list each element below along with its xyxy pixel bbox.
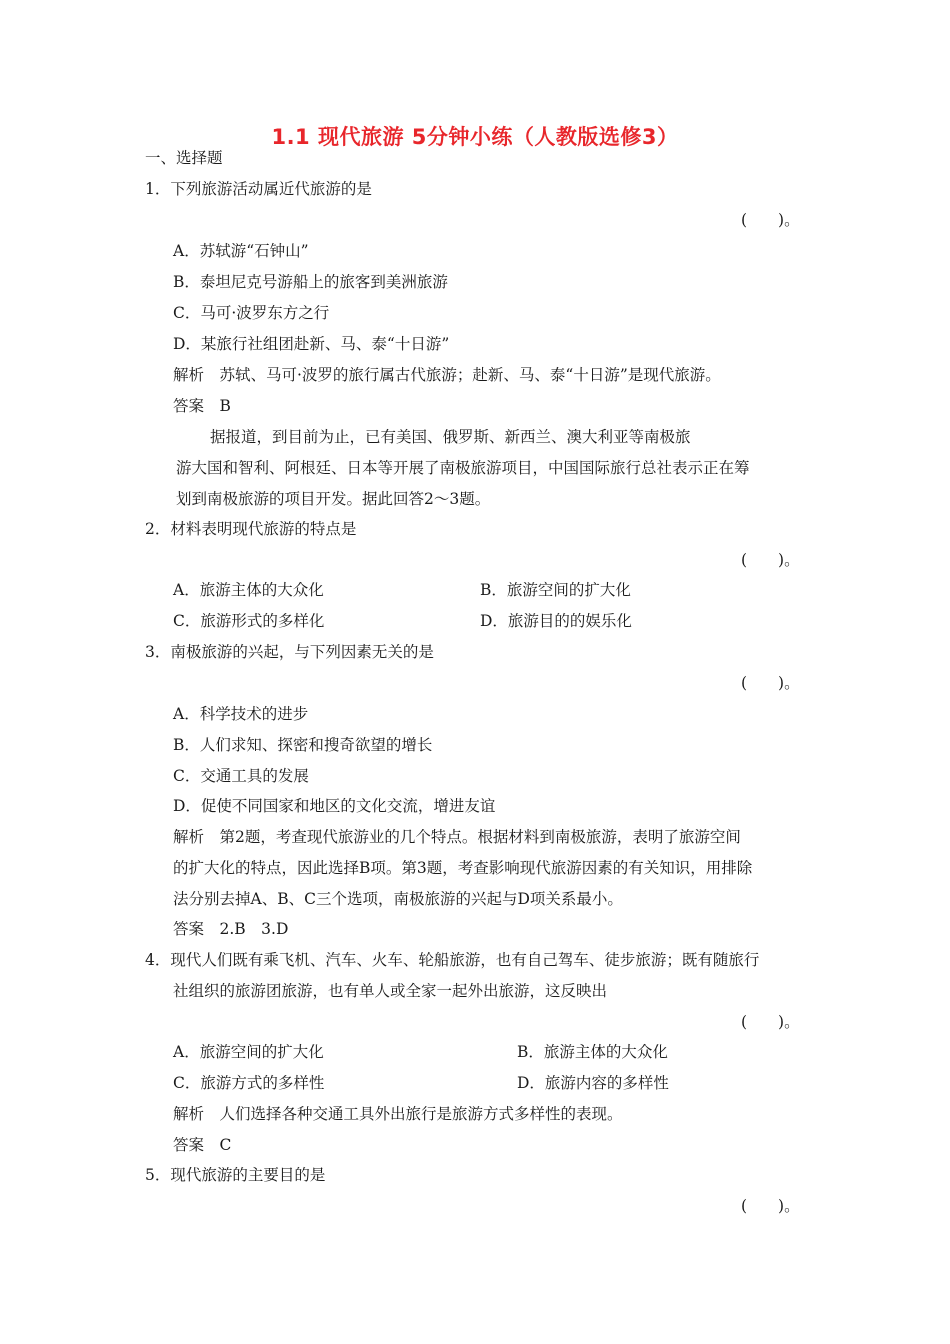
- question-4-stem-line-2: 社组织的旅游团旅游，也有单人或全家一起外出旅游，这反映出: [173, 982, 608, 1000]
- question-1-stem: 1．下列旅游活动属近代旅游的是: [145, 180, 372, 198]
- question-2-option-b: B．旅游空间的扩大化: [480, 581, 631, 599]
- question-4-answer-bracket: ( )。: [741, 1013, 800, 1031]
- question-5-stem: 5．现代旅游的主要目的是: [145, 1166, 326, 1184]
- question-2-option-d: D．旅游目的的娱乐化: [480, 612, 632, 630]
- question-3-option-d: D．促使不同国家和地区的文化交流，增进友谊: [173, 797, 496, 815]
- question-3-option-c: C．交通工具的发展: [173, 767, 309, 785]
- question-1-option-b: B．泰坦尼克号游船上的旅客到美洲旅游: [173, 273, 448, 291]
- question-2-answer-bracket: ( )。: [741, 551, 800, 569]
- question-4-option-d: D．旅游内容的多样性: [517, 1074, 669, 1092]
- question-4-stem-line-1: 4．现代人们既有乘飞机、汽车、火车、轮船旅游，也有自己驾车、徒步旅游；既有随旅行: [145, 951, 760, 969]
- section-heading: 一、选择题: [145, 149, 223, 167]
- question-1-option-a: A．苏轼游“石钟山”: [173, 242, 309, 260]
- question-4-option-c: C．旅游方式的多样性: [173, 1074, 325, 1092]
- question-2-option-c: C．旅游形式的多样化: [173, 612, 325, 630]
- question-1-option-c: C．马可·波罗东方之行: [173, 304, 330, 322]
- question-3-analysis-line-3: 法分别去掉A、B、C三个选项，南极旅游的兴起与D项关系最小。: [173, 890, 623, 908]
- question-1-option-d: D．某旅行社组团赴新、马、泰“十日游”: [173, 335, 450, 353]
- question-2-stem: 2．材料表明现代旅游的特点是: [145, 520, 357, 538]
- question-5-answer-bracket: ( )。: [741, 1197, 800, 1215]
- question-4-option-b: B．旅游主体的大众化: [517, 1043, 668, 1061]
- question-3-analysis-line-1: 解析 第2题，考查现代旅游业的几个特点。根据材料到南极旅游，表明了旅游空间: [173, 828, 741, 846]
- material-line-3: 划到南极旅游的项目开发。据此回答2～3题。: [176, 490, 491, 508]
- question-3-stem: 3．南极旅游的兴起，与下列因素无关的是: [145, 643, 434, 661]
- question-3-answer: 答案 2.B 3.D: [173, 920, 289, 938]
- question-3-analysis-line-2: 的扩大化的特点，因此选择B项。第3题，考查影响现代旅游因素的有关知识，用排除: [173, 859, 753, 877]
- material-line-1: 据报道，到目前为止，已有美国、俄罗斯、新西兰、澳大利亚等南极旅: [210, 428, 691, 446]
- question-1-analysis: 解析 苏轼、马可·波罗的旅行属古代旅游；赴新、马、泰“十日游”是现代旅游。: [173, 366, 721, 384]
- question-3-option-b: B．人们求知、探密和搜奇欲望的增长: [173, 736, 433, 754]
- question-3-answer-bracket: ( )。: [741, 674, 800, 692]
- page-title: 1.1 现代旅游 5分钟小练（人教版选修3）: [271, 125, 679, 149]
- question-1-answer-bracket: ( )。: [741, 211, 800, 229]
- question-2-option-a: A．旅游主体的大众化: [173, 581, 324, 599]
- question-1-answer: 答案 B: [173, 397, 231, 415]
- question-4-answer: 答案 C: [173, 1136, 232, 1154]
- material-line-2: 游大国和智利、阿根廷、日本等开展了南极旅游项目，中国国际旅行总社表示正在筹: [176, 459, 750, 477]
- question-4-option-a: A．旅游空间的扩大化: [173, 1043, 324, 1061]
- question-4-analysis: 解析 人们选择各种交通工具外出旅行是旅游方式多样性的表现。: [173, 1105, 623, 1123]
- question-3-option-a: A．科学技术的进步: [173, 705, 309, 723]
